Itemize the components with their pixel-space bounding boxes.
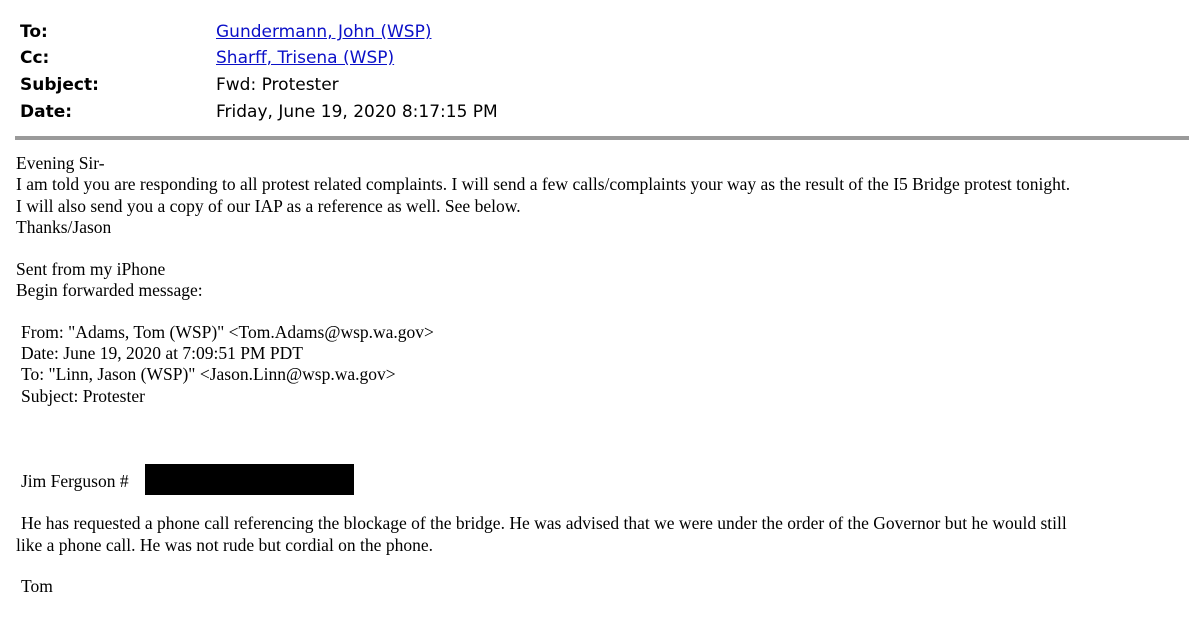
cc-recipient-link[interactable]: Sharff, Trisena (WSP) (216, 48, 395, 68)
message-line: Thanks/Jason (16, 217, 112, 237)
header-divider (15, 136, 1189, 140)
signoff: Tom (21, 576, 53, 596)
message-line: I am told you are responding to all protest related complaints. I will send a few calls/complaints your way as the result of the I5 Bridge protest tonight. (16, 174, 1071, 194)
forwarded-body-line: like a phone call. He was not rude but cordial on the phone. (16, 535, 433, 555)
subject-label: Subject: (20, 75, 99, 95)
date-label: Date: (20, 102, 73, 122)
contact-label: Jim Ferguson # (21, 471, 129, 491)
forwarded-body-line: He has requested a phone call referencing the blockage of the bridge. He was advised that we were under the order of the Governor but he would still (21, 513, 1067, 533)
subject-value: Fwd: Protester (216, 75, 339, 95)
message-line: I will also send you a copy of our IAP as a reference as well. See below. (16, 196, 521, 216)
date-value: Friday, June 19, 2020 8:17:15 PM (216, 102, 498, 122)
message-line: Evening Sir- (16, 153, 105, 173)
redaction-block (145, 464, 354, 495)
to-recipient-link[interactable]: Gundermann, John (WSP) (216, 22, 432, 42)
forwarded-to: To: "Linn, Jason (WSP)" <Jason.Linn@wsp.wa.gov> (21, 364, 396, 384)
forwarded-date: Date: June 19, 2020 at 7:09:51 PM PDT (21, 343, 303, 363)
sent-from-line: Sent from my iPhone (16, 259, 166, 279)
forwarded-subject: Subject: Protester (21, 386, 145, 406)
forwarded-from: From: "Adams, Tom (WSP)" <Tom.Adams@wsp.wa.gov> (21, 322, 434, 342)
cc-label: Cc: (20, 48, 50, 68)
begin-forwarded-line: Begin forwarded message: (16, 280, 203, 300)
to-label: To: (20, 22, 48, 42)
